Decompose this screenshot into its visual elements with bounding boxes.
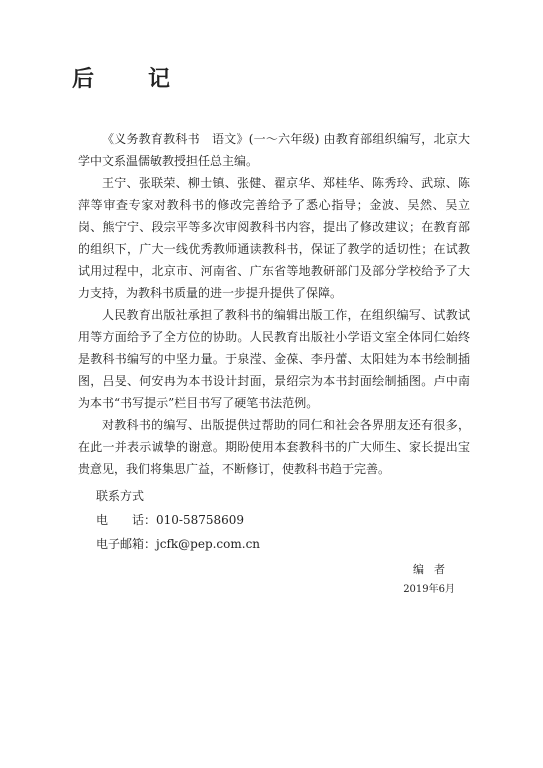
signature-block bbox=[403, 560, 455, 600]
editor-signature: 编者 bbox=[413, 563, 455, 576]
paragraph-3: 人民教育出版社承担了教科书的编辑出版工作，在组织编写、试教试用等方面给予了全方位的协助。人民教育出版社小学语文室全体同仁始终是教科书编写的中坚力量。于泉滢、金葆、李丹蕾、太阳娃为本书绘制插图，吕旻、何安冉为本书设计封面，景绍宗为本书封面绘制插图。卢中南为本书“书写提示”栏目书写了硬笔书法范例。 bbox=[78, 308, 470, 410]
paragraph-4: 对教科书的编写、出版提供过帮助的同仁和社会各界朋友还有很多，在此一并表示诚挚的谢意。期盼使用本套教科书的广大师生、家长提出宝贵意见，我们将集思广益，不断修订，使教科书趋于完善。 bbox=[78, 418, 470, 476]
contact-email: 电子邮箱：jcfk@pep.com.cn bbox=[96, 537, 261, 551]
afterword-body bbox=[78, 128, 470, 480]
paragraph-2: 王宁、张联荣、柳士镇、张健、翟京华、郑桂华、陈秀玲、武琼、陈萍等审查专家对教科书的修改完善给予了悉心指导；金波、吴然、吴立岗、熊宁宁、段宗平等多次审阅教科书内容，提出了修改建议；在教育部的组织下，广大一线优秀教师通读教科书，保证了教学的适切性；在试教试用过程中，北京市、河南省、广东省等地教研部门及部分学校给予了大力支持，为教科书质量的进一步提升提供了保障。 bbox=[78, 176, 470, 300]
contact-phone: 电 话：010-58758609 bbox=[96, 513, 245, 527]
contact-heading: 联系方式 bbox=[96, 489, 145, 503]
page-title: 后 记 bbox=[72, 67, 187, 92]
paragraph-1: 《义务教育教科书 语文》(一～六年级) 由教育部组织编写，北京大学中文系温儒敏教授担任总主编。 bbox=[78, 132, 470, 168]
contact-info bbox=[96, 484, 260, 556]
signature-date: 2019年6月 bbox=[403, 584, 455, 595]
